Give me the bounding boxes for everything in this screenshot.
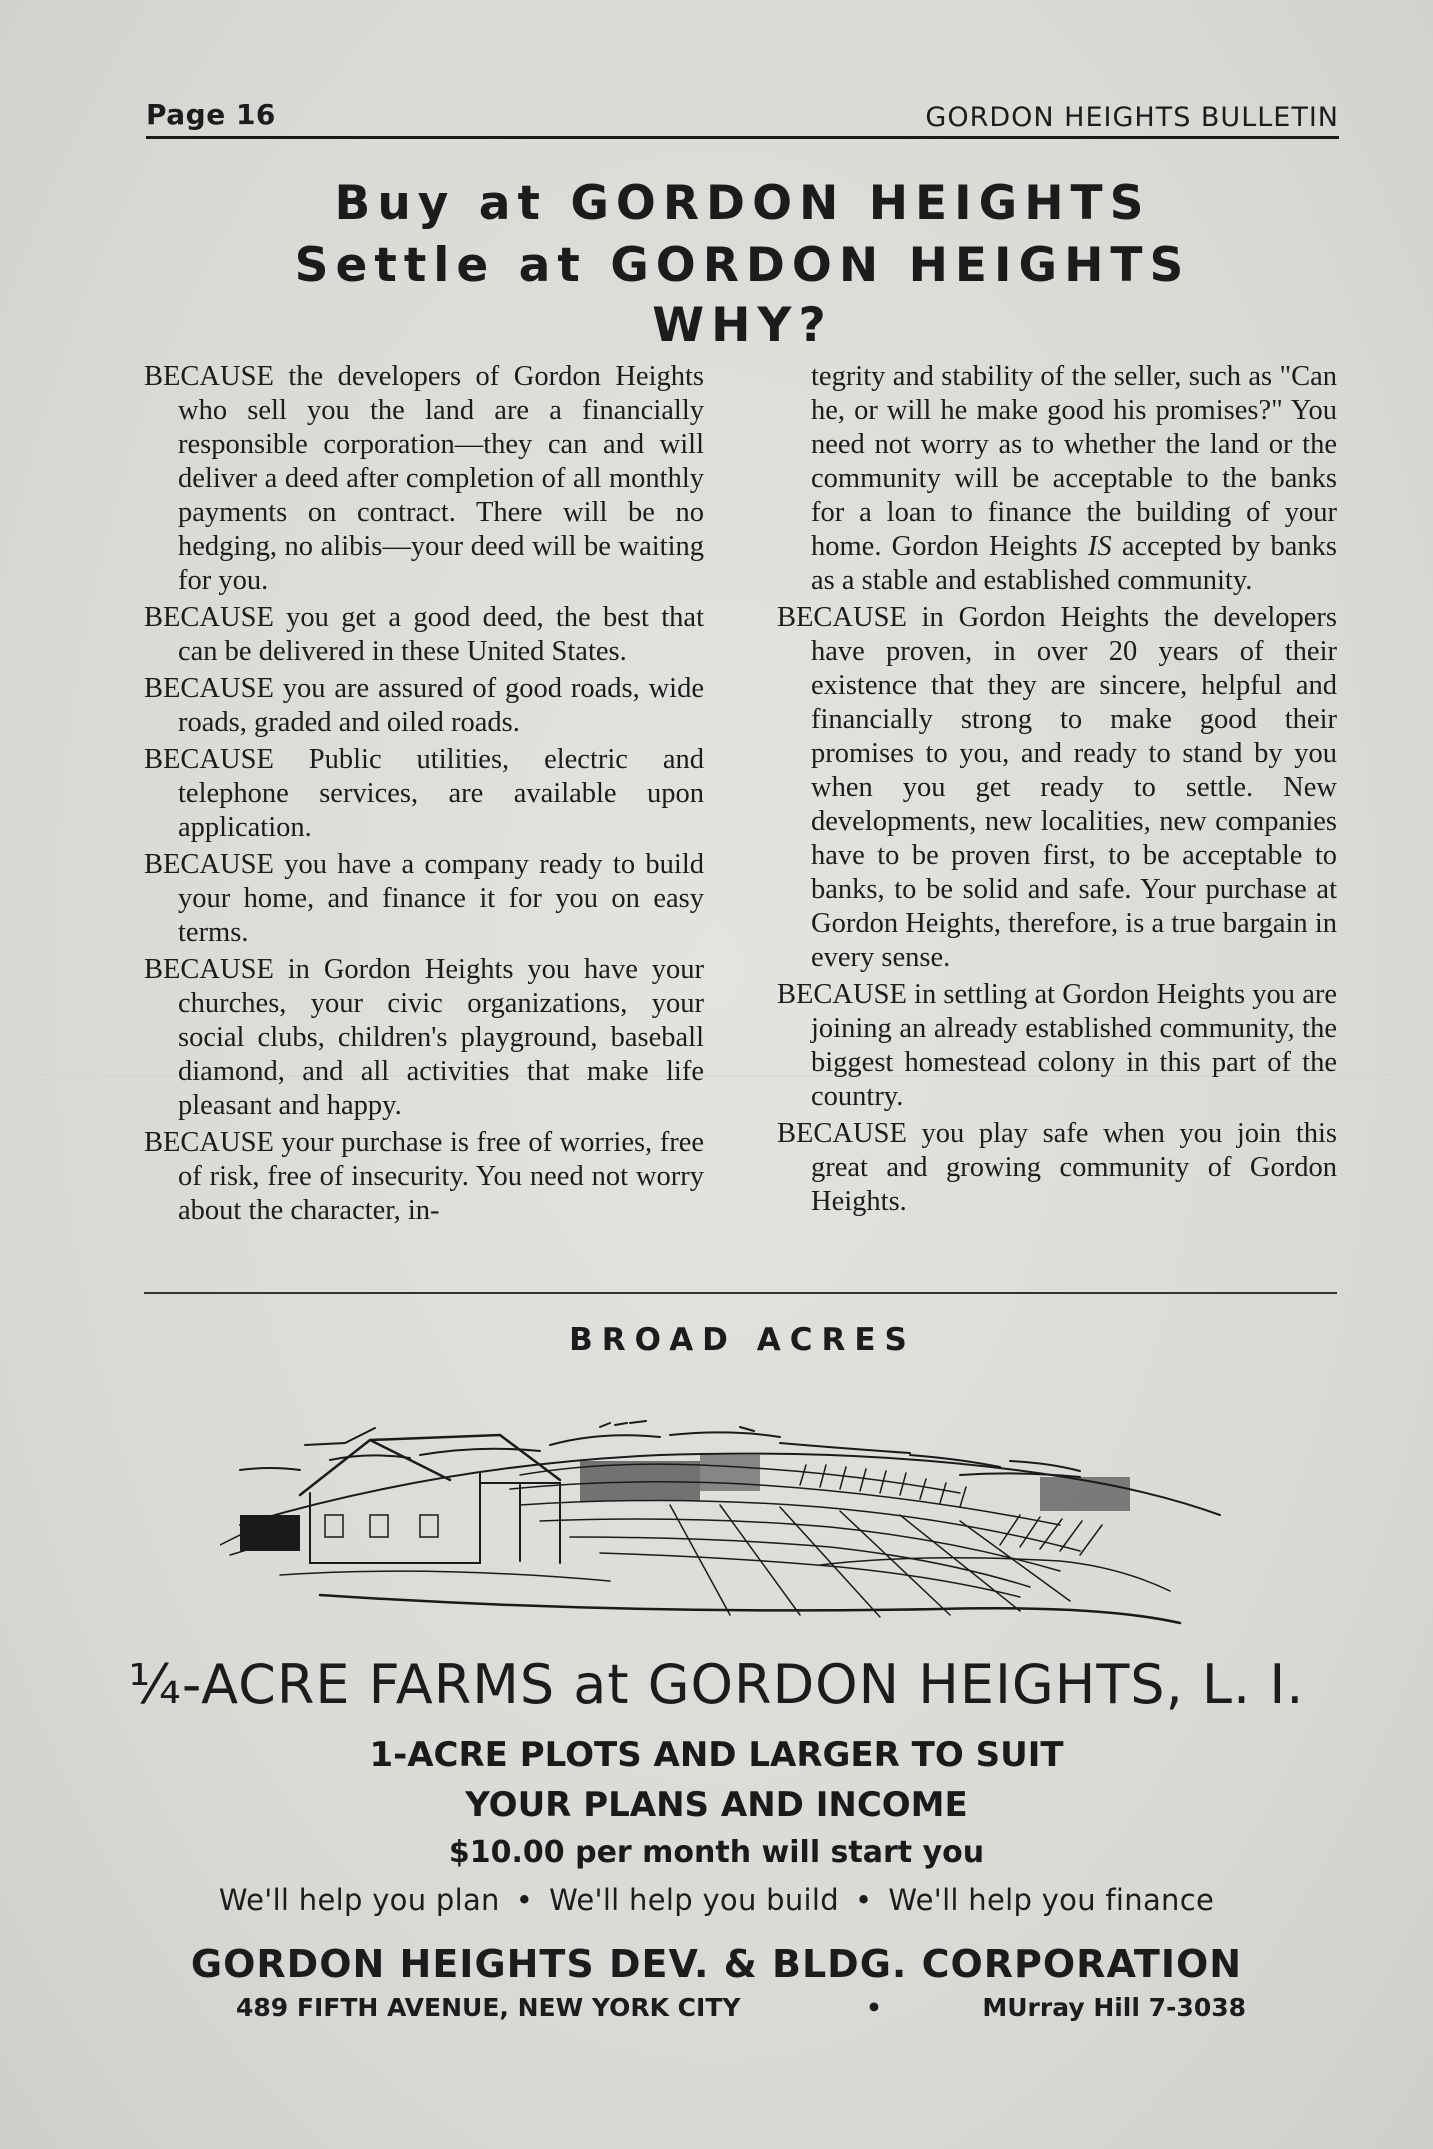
section-divider [144, 1292, 1337, 1294]
advertisement-help-line [100, 1883, 1333, 1917]
article-left-column [144, 360, 704, 1231]
corporation-phone: MUrray Hill 7-3038 [982, 1993, 1246, 2022]
help-finance-text: We'll help you finance [888, 1883, 1215, 1917]
page-number: Page 16 [146, 98, 276, 131]
advertisement-title: ¼-ACRE FARMS at GORDON HEIGHTS, L. I. [128, 1653, 1305, 1716]
continued-text-part-2: accepted by banks as a stable and established community. [811, 531, 1337, 596]
advertisement-price-line: $10.00 per month will start you [448, 1835, 985, 1870]
because-paragraph: BECAUSE your purchase is free of worries, free of risk, free of insecurity. You need not worry about the character, in- [144, 1127, 704, 1226]
because-paragraph: BECAUSE in Gordon Heights the developers have proven, in over 20 years of their existence that they are sincere, helpful and financially strong to make good their promises to you, and ready to stand by you when you get ready to settle. New developments, new localities, new companies have to be proven first, to be acceptable to banks, to be solid and safe. Your purchase at Gordon Heights, therefore, is a true bargain in every sense. [777, 602, 1337, 973]
because-paragraph: BECAUSE you get a good deed, the best that can be delivered in these United States. [144, 602, 704, 667]
advertisement-plots-line: 1-ACRE PLOTS AND LARGER TO SUIT [369, 1735, 1064, 1775]
bullet-separator: • [854, 1883, 873, 1917]
help-plan-text: We'll help you plan [218, 1883, 500, 1917]
because-paragraph: BECAUSE in settling at Gordon Heights you are joining an already established community, the biggest homestead colony in this part of the country. [777, 979, 1337, 1112]
article-right-column [777, 360, 1337, 1222]
continued-paragraph [777, 360, 1337, 598]
headline-line-2: Settle at GORDON HEIGHTS [294, 238, 1191, 293]
continued-text-part-1: tegrity and stability of the seller, such as "Can he, or will he make good his promises?" You need not worry as to whether the land or the community will be acceptable to the banks for a loan to finance the building of your home. Gordon Heights [811, 361, 1337, 562]
running-header [146, 96, 1339, 139]
because-paragraph: BECAUSE the developers of Gordon Heights who sell you the land are a financially responsible corporation—they can and will deliver a deed after completion of all monthly payments on contract. There will be no hedging, no alibis—your deed will be waiting for you. [144, 361, 704, 596]
help-build-text: We'll help you build [549, 1883, 839, 1917]
bullet-separator: • [515, 1883, 534, 1917]
advertisement-income-line: YOUR PLANS AND INCOME [465, 1785, 968, 1825]
farm-landscape-illustration [220, 1365, 1260, 1665]
because-paragraph: BECAUSE you are assured of good roads, wide roads, graded and oiled roads. [144, 673, 704, 738]
corporation-address: 489 FIFTH AVENUE, NEW YORK CITY [236, 1993, 741, 2022]
because-paragraph: BECAUSE you play safe when you join this great and growing community of Gordon Heights. [777, 1118, 1337, 1217]
headline-line-1: Buy at GORDON HEIGHTS [334, 176, 1151, 231]
corporation-name: GORDON HEIGHTS DEV. & BLDG. CORPORATION [190, 1942, 1243, 1986]
illustration-title: BROAD ACRES [569, 1322, 916, 1358]
headline-line-3: WHY? [652, 298, 833, 353]
contact-row [236, 1993, 1246, 2029]
because-paragraph: BECAUSE Public utilities, electric and telephone services, are available upon application. [144, 744, 704, 843]
because-paragraph: BECAUSE you have a company ready to build your home, and finance it for you on easy terms. [144, 849, 704, 948]
because-paragraph: BECAUSE in Gordon Heights you have your churches, your civic organizations, your social clubs, children's playground, baseball diamond, and all activities that make life pleasant and happy. [144, 954, 704, 1121]
publication-name: GORDON HEIGHTS BULLETIN [925, 102, 1339, 133]
bullet-separator: • [866, 1993, 882, 2022]
continued-emphasis: IS [1087, 531, 1112, 562]
